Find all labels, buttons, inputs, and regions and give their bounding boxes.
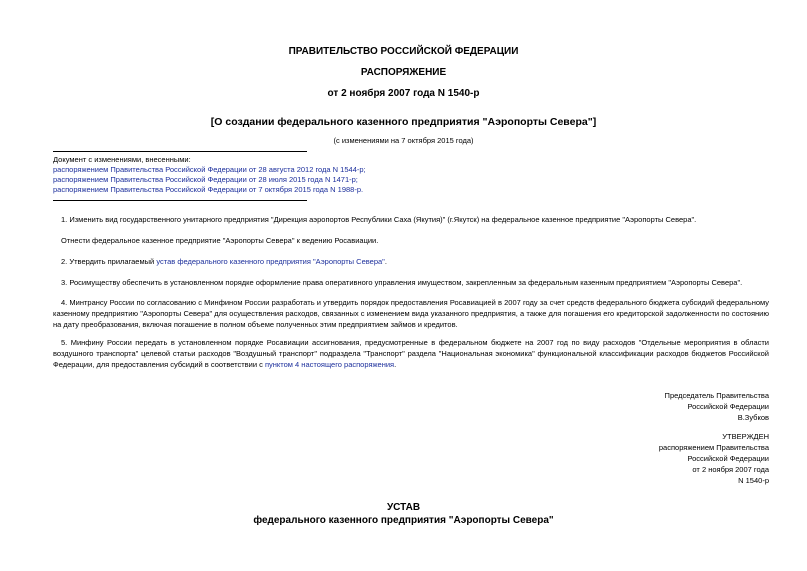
paragraph-5-text: 5. Минфину России передать в установленном порядке Росавиации ассигнования, предусмотренные в федеральном бюджете на 2007 год по виду расходов "Отдельные мероприятия в области воздушного транспорта" целевой статьи расходов "Воздушный транспорт" подраздела "Транспорт" раздела "Национальная экономика" функциональной классификации расходов бюджетов Российской Федерации, для предоставления субсидий в соответствии с — [53, 338, 769, 369]
changes-top-rule — [53, 151, 307, 152]
clause-4-link[interactable]: пунктом 4 настоящего распоряжения — [264, 360, 395, 369]
approval-line-3: Российской Федерации — [687, 454, 769, 463]
signature-block — [665, 390, 769, 423]
paragraph-5 — [53, 337, 769, 370]
paragraph-5-end: . — [394, 360, 397, 369]
change-link-1[interactable]: распоряжением Правительства Российской Федерации от 28 августа 2012 года N 1544-р; — [53, 165, 366, 174]
paragraph-3: 3. Росимуществу обеспечить в установленном порядке оформление права оперативного управления имуществом, закрепленным за федеральным казенным предприятием "Аэропорты Севера". — [61, 278, 743, 287]
paragraph-1b: Отнести федеральное казенное предприятие "Аэропорты Севера" к ведению Росавиации. — [61, 236, 379, 245]
government-heading: ПРАВИТЕЛЬСТВО РОССИЙСКОЙ ФЕДЕРАЦИИ — [288, 46, 519, 57]
paragraph-2 — [53, 256, 769, 267]
signature-line-2: Российской Федерации — [687, 402, 769, 411]
revision-note: (с изменениями на 7 октября 2015 года) — [333, 136, 474, 145]
document-title: [О создании федерального казенного предприятия "Аэропорты Севера"] — [210, 116, 597, 128]
approval-line-2: распоряжением Правительства — [658, 443, 769, 452]
paragraph-2-text: 2. Утвердить прилагаемый — [61, 257, 157, 266]
signature-name: В.Зубков — [737, 413, 769, 422]
document-date-number: от 2 ноября 2007 года N 1540-р — [327, 88, 480, 99]
paragraph-2-end: . — [384, 257, 387, 266]
charter-title: УСТАВ — [386, 502, 421, 513]
approval-line-1: УТВЕРЖДЕН — [722, 432, 769, 441]
change-link-2[interactable]: распоряжением Правительства Российской Федерации от 28 июля 2015 года N 1471-р; — [53, 175, 358, 184]
approval-block — [659, 431, 769, 486]
paragraph-4: 4. Минтрансу России по согласованию с Минфином России разработать и утвердить порядок предоставления Росавиацией в 2007 году за счет средств федерального бюджета субсидий федеральному казенному предприятию "Аэропорты Севера" для осуществления расходов, связанных с изменением вида указанного предприятия, а также для погашения его кредиторской задолженности по состоянию на дату преобразования, включая погашение в полном объеме полученных этим предприятием займов и кредитов. — [53, 298, 769, 329]
changes-block — [53, 155, 366, 195]
signature-line-1: Председатель Правительства — [664, 391, 769, 400]
changes-bottom-rule — [53, 200, 307, 201]
change-link-3[interactable]: распоряжением Правительства Российской Федерации от 7 октября 2015 года N 1988-р. — [53, 185, 364, 194]
approval-line-4: от 2 ноября 2007 года — [692, 465, 769, 474]
document-type: РАСПОРЯЖЕНИЕ — [360, 67, 447, 78]
charter-subtitle: федерального казенного предприятия "Аэропорты Севера" — [253, 515, 554, 526]
paragraph-1: 1. Изменить вид государственного унитарного предприятия "Дирекция аэропортов Республики Саха (Якутия)" (г.Якутск) на федеральное казенное предприятие "Аэропорты Севера". — [61, 215, 697, 224]
changes-intro: Документ с изменениями, внесенными: — [53, 155, 191, 164]
approval-line-5: N 1540-р — [738, 476, 769, 485]
charter-link[interactable]: устав федерального казенного предприятия "Аэропорты Севера" — [156, 257, 385, 266]
